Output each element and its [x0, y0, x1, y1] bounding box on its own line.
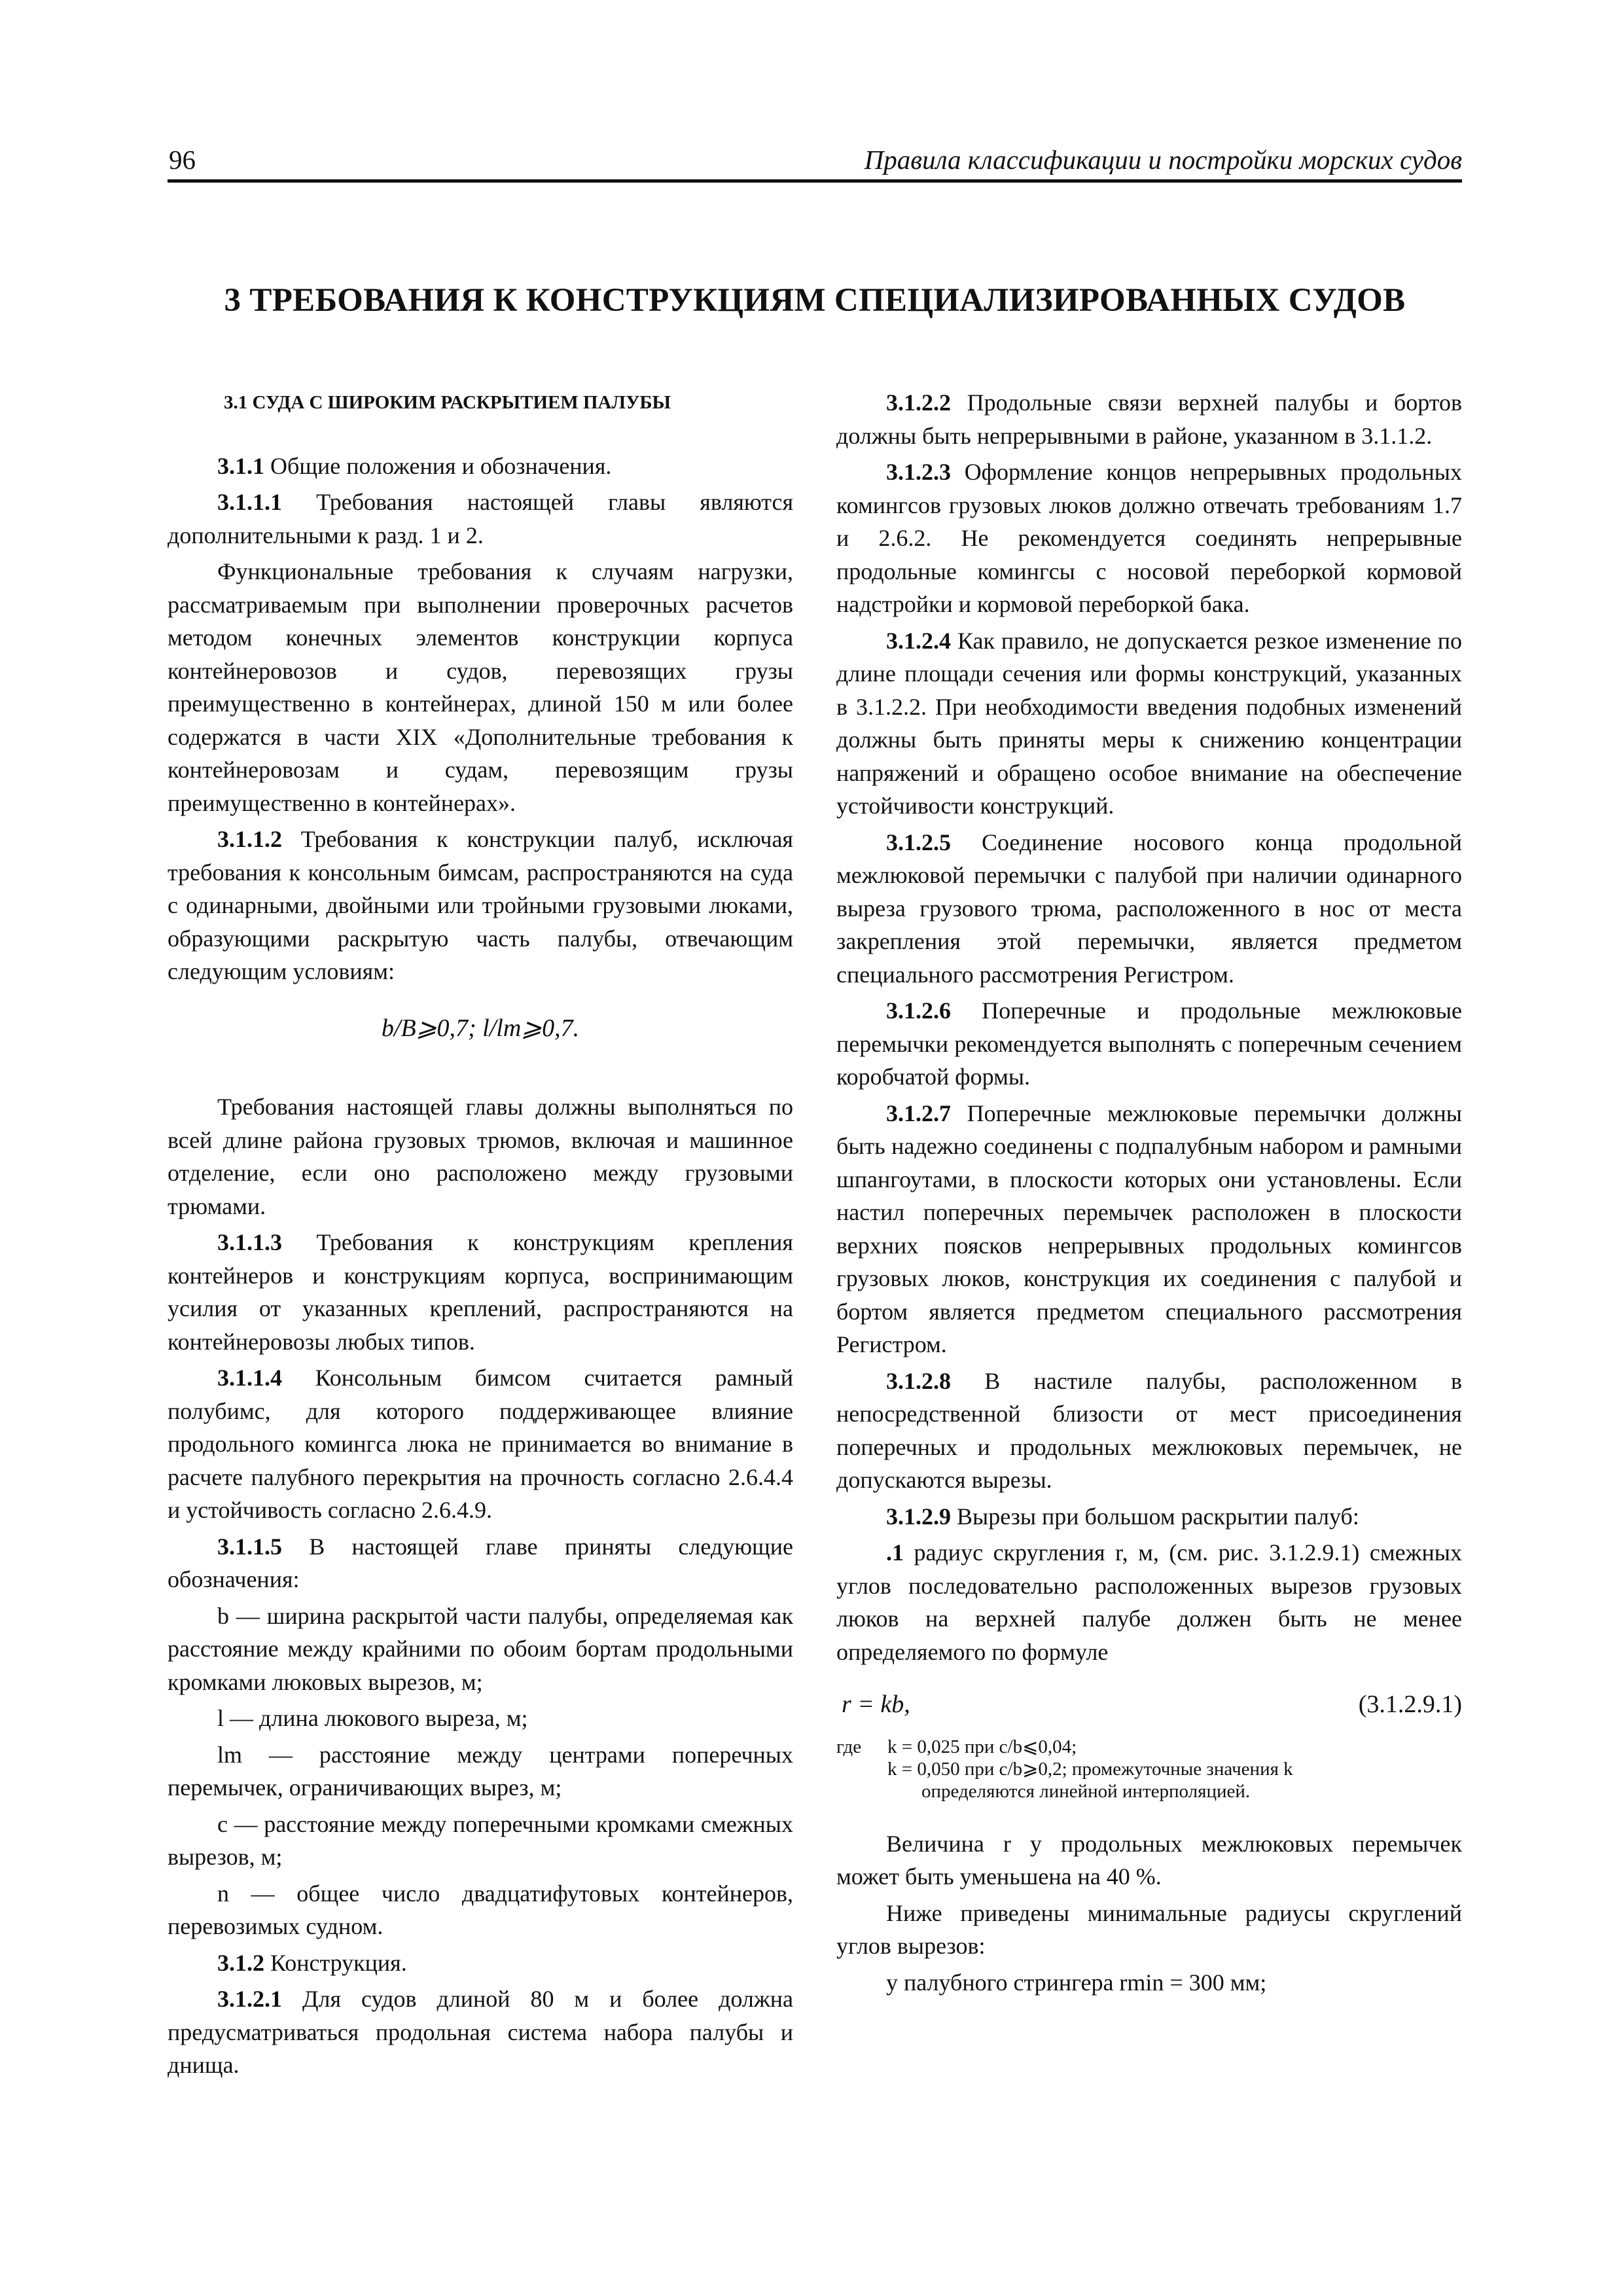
clause-number: 3.1.2.2: [886, 389, 951, 416]
running-title: Правила классификации и постройки морских судов: [864, 145, 1462, 175]
clause-number: 3.1.2.3: [886, 459, 951, 485]
clause-text: Оформление концов непрерывных продольных комингсов грузовых люков должно отвечать требованиям 1.7 и 2.6.2. Не рекомендуется соединять непрерывные продольные комингсы с носовой переборкой кормовой надстройки и кормовой переборкой бака.: [836, 459, 1462, 617]
clause-number: 3.1.2.1: [217, 1986, 282, 2012]
paragraph-requirements-length: Требования настоящей главы должны выполняться по всей длине района грузовых трюмов, включая и машинное отделение, если оно расположено между грузовыми трюмами.: [168, 1094, 793, 1219]
paragraph-3-1-2-1: [168, 1982, 793, 2082]
paragraph-3-1-2-5: [836, 826, 1462, 992]
clause-text: Требования к конструкциям крепления контейнеров и конструкциям корпуса, воспринимающим усилия от указанных креплений, распространяются на контейнеровозы любых типов.: [168, 1229, 793, 1355]
clause-text: Требования к конструкции палуб, исключая требования к консольным бимсам, распространяются на суда с одинарными, двойными или тройными грузовыми люками, образующими раскрытую часть палубы, отвечающим следующим условиям:: [168, 826, 793, 984]
paragraph-3-1-2-6: [836, 994, 1462, 1094]
clause-text: Для судов длиной 80 м и более должна предусматриваться продольная система набора палубы и днища.: [168, 1986, 793, 2078]
definition-n: n — общее число двадцатифутовых контейнеров, перевозимых судном.: [168, 1880, 793, 1939]
definition-lm: lm — расстояние между центрами поперечных перемычек, ограничивающих вырез, м;: [168, 1741, 793, 1801]
clause-number: 3.1.2.5: [886, 829, 951, 855]
item-1: [836, 1536, 1462, 1668]
running-header: [168, 143, 1462, 183]
paragraph-functional-requirements: Функциональные требования к случаям нагрузки, рассматриваемым при выполнении проверочных расчетов методом конечных элементов конструкции корпуса контейнеровозов и судов, перевозящих грузы преимущественно в контейнерах, длиной 150 м или более содержатся в части XIX «Дополнительные требования к контейнеровозам и судам, перевозящим грузы преимущественно в контейнерах».: [168, 558, 793, 816]
clause-text: Как правило, не допускается резкое изменение по длине площади сечения или формы конструкций, указанных в 3.1.2.2. При необходимости введения подобных изменений должны быть приняты меры к снижению концентрации напряжений и обращено особое внимание на обеспечение устойчивости конструкций.: [836, 627, 1462, 819]
page-number: 96: [169, 145, 196, 175]
item-number: .1: [886, 1539, 904, 1566]
clause-text: Вырезы при большом раскрытии палуб:: [951, 1503, 1359, 1530]
paragraph-3-1-2-4: [836, 624, 1462, 823]
item-text: радиус скругления r, м, (см. рис. 3.1.2.9.1) смежных углов последовательно расположенных вырезов грузовых люков на верхней палубе должен быть не менее определяемого по формуле: [836, 1539, 1462, 1665]
section-title: 3.1 СУДА С ШИРОКИМ РАСКРЫТИЕМ ПАЛУБЫ: [224, 392, 671, 413]
clause-text: Консольным бимсом считается рамный полубимс, для которого поддерживающее влияние продольного комингса люка не принимается во внимание в расчете палубного перекрытия на прочность согласно 2.6.4.4 и устойчивость согласно 2.6.4.9.: [168, 1365, 793, 1523]
clause-number: 3.1.1.5: [217, 1533, 282, 1560]
formula-ratio: b/B⩾0,7; l/lm⩾0,7.: [381, 1014, 580, 1042]
paragraph-3-1-2-2: [836, 386, 1462, 452]
paragraph-3-1-1-1: [168, 486, 793, 552]
clause-number: 3.1.2.9: [886, 1503, 951, 1530]
paragraph-3-1-1-4: [168, 1361, 793, 1527]
formula-3-1-2-9-1: [836, 1688, 1462, 1721]
clause-number: 3.1.2.8: [886, 1367, 951, 1394]
where-line-1: k = 0,025 при c/b⩽0,04;: [887, 1736, 1077, 1757]
where-line-3: определяются линейной интерполяцией.: [921, 1780, 1251, 1802]
clause-text: Конструкция.: [264, 1949, 407, 1976]
clause-text: Продольные связи верхней палубы и бортов должны быть непрерывными в районе, указанном в 3.1.1.2.: [836, 389, 1462, 449]
left-column: [168, 386, 793, 2082]
clause-number: 3.1.2.4: [886, 627, 951, 654]
paragraph-3-1-1: [168, 450, 793, 483]
formula-legend: [836, 1736, 1462, 1803]
clause-text: В настоящей главе приняты следующие обозначения:: [168, 1533, 793, 1592]
clause-text: Поперечные и продольные межлюковые перемычки рекомендуется выполнять с поперечным сечением коробчатой формы.: [836, 997, 1462, 1090]
paragraph-3-1-1-5: [168, 1530, 793, 1596]
where-label: где: [836, 1736, 862, 1757]
clause-number: 3.1.2: [217, 1949, 264, 1976]
paragraph-3-1-2-9: [836, 1500, 1462, 1534]
definition-c: c — расстояние между поперечными кромками смежных вырезов, м;: [168, 1810, 793, 1870]
definition-b: b — ширина раскрытой части палубы, определяемая как расстояние между крайними по обоим бортам продольными кромками люковых вырезов, м;: [168, 1602, 793, 1695]
paragraph-3-1-2-3: [836, 456, 1462, 621]
clause-text: В настиле палубы, расположенном в непосредственной близости от мест присоединения поперечных и продольных межлюковых перемычек, не допускаются вырезы.: [836, 1367, 1462, 1493]
clause-text: Поперечные межлюковые перемычки должны быть надежно соединены с подпалубным набором и рамными шпангоутами, в плоскости которых они установлены. Если настил поперечных перемычек расположен в плоскости верхних поясков непрерывных продольных комингсов грузовых люков, конструкция их соединения с палубой и бортом является предметом специального рассмотрения Регистром.: [836, 1100, 1462, 1357]
clause-text: Соединение носового конца продольной межлюковой перемычки с палубой при наличии одинарного выреза грузового трюма, расположенного в нос от места закрепления этой перемычки, является предметом специального рассмотрения Регистром.: [836, 829, 1462, 988]
paragraph-3-1-1-2: [168, 823, 793, 988]
clause-number: 3.1.1.4: [217, 1365, 282, 1391]
paragraph-3-1-2-8: [836, 1365, 1462, 1497]
definition-l: l — длина люкового выреза, м;: [217, 1705, 528, 1731]
paragraph-reduce-radius: Величина r у продольных межлюковых перемычек может быть уменьшена на 40 %.: [836, 1830, 1462, 1890]
clause-number: 3.1.1: [217, 452, 264, 479]
chapter-title: 3 ТРЕБОВАНИЯ К КОНСТРУКЦИЯМ СПЕЦИАЛИЗИРОВАННЫХ СУДОВ: [224, 282, 1406, 319]
paragraph-3-1-1-3: [168, 1226, 793, 1358]
where-line-2: k = 0,050 при c/b⩾0,2; промежуточные значения k: [887, 1758, 1293, 1780]
clause-number: 3.1.2.7: [886, 1100, 951, 1126]
paragraph-stringer-radius: у палубного стрингера rmin = 300 мм;: [886, 1969, 1267, 1996]
clause-text: Общие положения и обозначения.: [264, 452, 612, 479]
formula-reference: (3.1.2.9.1): [1358, 1691, 1462, 1718]
clause-number: 3.1.1.1: [217, 489, 282, 515]
clause-number: 3.1.2.6: [886, 997, 951, 1024]
paragraph-3-1-2-7: [836, 1097, 1462, 1361]
paragraph-3-1-2: [168, 1946, 793, 1980]
clause-number: 3.1.1.2: [217, 826, 282, 852]
paragraph-min-radii: Ниже приведены минимальные радиусы скруглений углов вырезов:: [836, 1899, 1462, 1959]
clause-number: 3.1.1.3: [217, 1229, 282, 1255]
right-column: [836, 386, 1462, 1999]
clause-text: Требования настоящей главы являются дополнительными к разд. 1 и 2.: [168, 489, 793, 548]
formula-expression: r = kb,: [842, 1691, 910, 1718]
